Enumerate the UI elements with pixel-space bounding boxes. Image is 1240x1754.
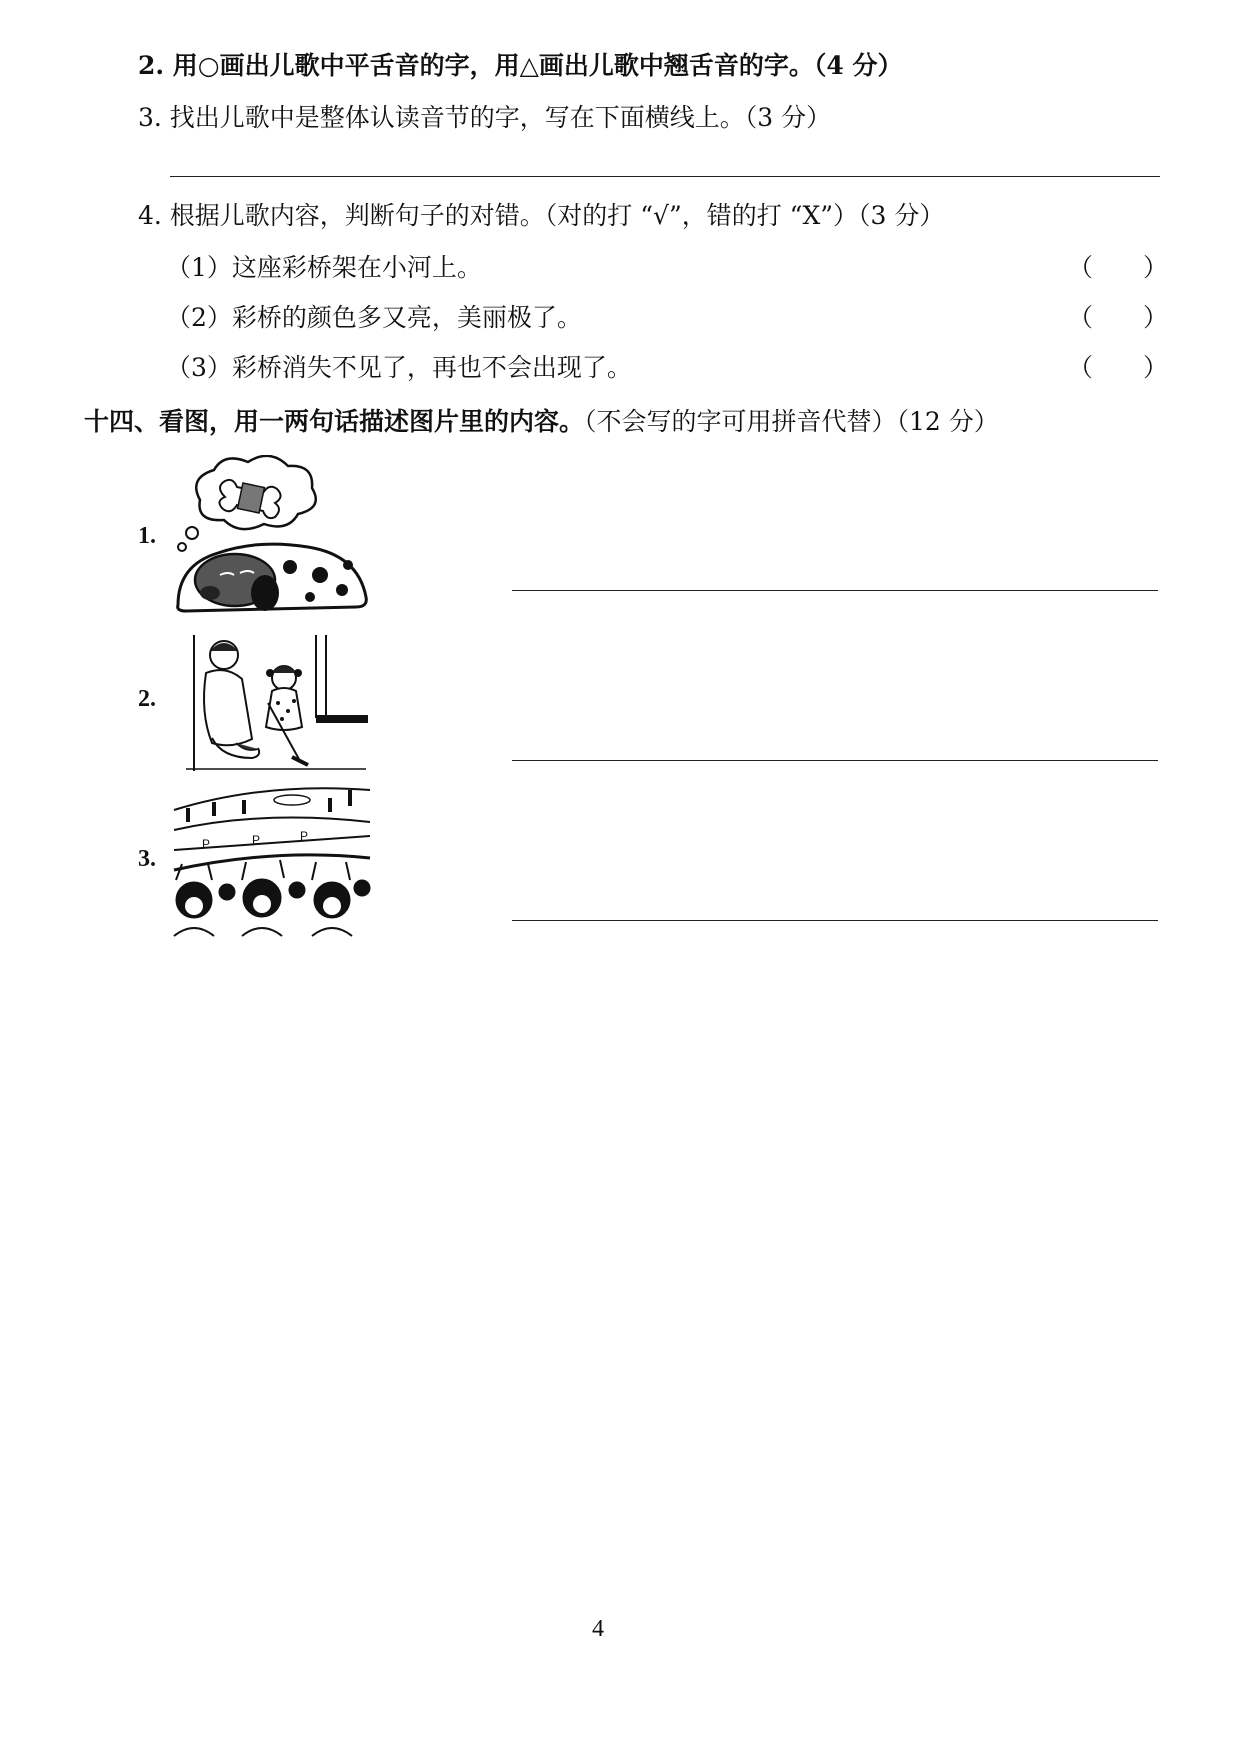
answer-line-picture-1[interactable] (512, 590, 1158, 591)
picture-1-number: 1. (138, 523, 156, 549)
mother-and-girl-cleaning-icon (176, 633, 370, 773)
svg-text:P: P (300, 829, 309, 843)
judge-answer-1[interactable]: （ ） (1068, 253, 1169, 282)
svg-text:P: P (202, 837, 211, 851)
crowd-cheering-at-pool-icon (172, 780, 372, 938)
answer-line-picture-2[interactable] (512, 760, 1158, 761)
section-14-note: （不会写的字可用拼音代替）（12 分） (584, 407, 999, 436)
judge-answer-2[interactable]: （ ） (1068, 303, 1169, 332)
answer-line-picture-3[interactable] (512, 920, 1158, 921)
judge-answer-3[interactable]: （ ） (1068, 353, 1169, 382)
picture-3-number: 3. (138, 846, 156, 872)
svg-text:P: P (252, 833, 261, 847)
judge-item-1: （1）这座彩桥架在小河上。 (166, 253, 482, 282)
section-14-title: 十四、看图，用一两句话描述图片里的内容。 (84, 407, 585, 436)
picture-2-number: 2. (138, 686, 156, 712)
question-3: 3. 找出儿歌中是整体认读音节的字，写在下面横线上。（3 分） (138, 103, 832, 132)
question-2: 2. 用○画出儿歌中平舌音的字，用△画出儿歌中翘舌音的字。（4 分） (138, 51, 903, 80)
judge-item-3: （3）彩桥消失不见了，再也不会出现了。 (166, 353, 632, 382)
page-number: 4 (592, 1616, 604, 1642)
question-4: 4. 根据儿歌内容，判断句子的对错。（对的打 “√”，错的打 “X”）（3 分） (138, 201, 945, 230)
section-14-heading (84, 402, 999, 438)
sleeping-dog-dreaming-bone-icon (170, 455, 370, 615)
judge-item-2: （2）彩桥的颜色多又亮，美丽极了。 (166, 303, 582, 332)
answer-line-q3[interactable] (170, 176, 1160, 177)
